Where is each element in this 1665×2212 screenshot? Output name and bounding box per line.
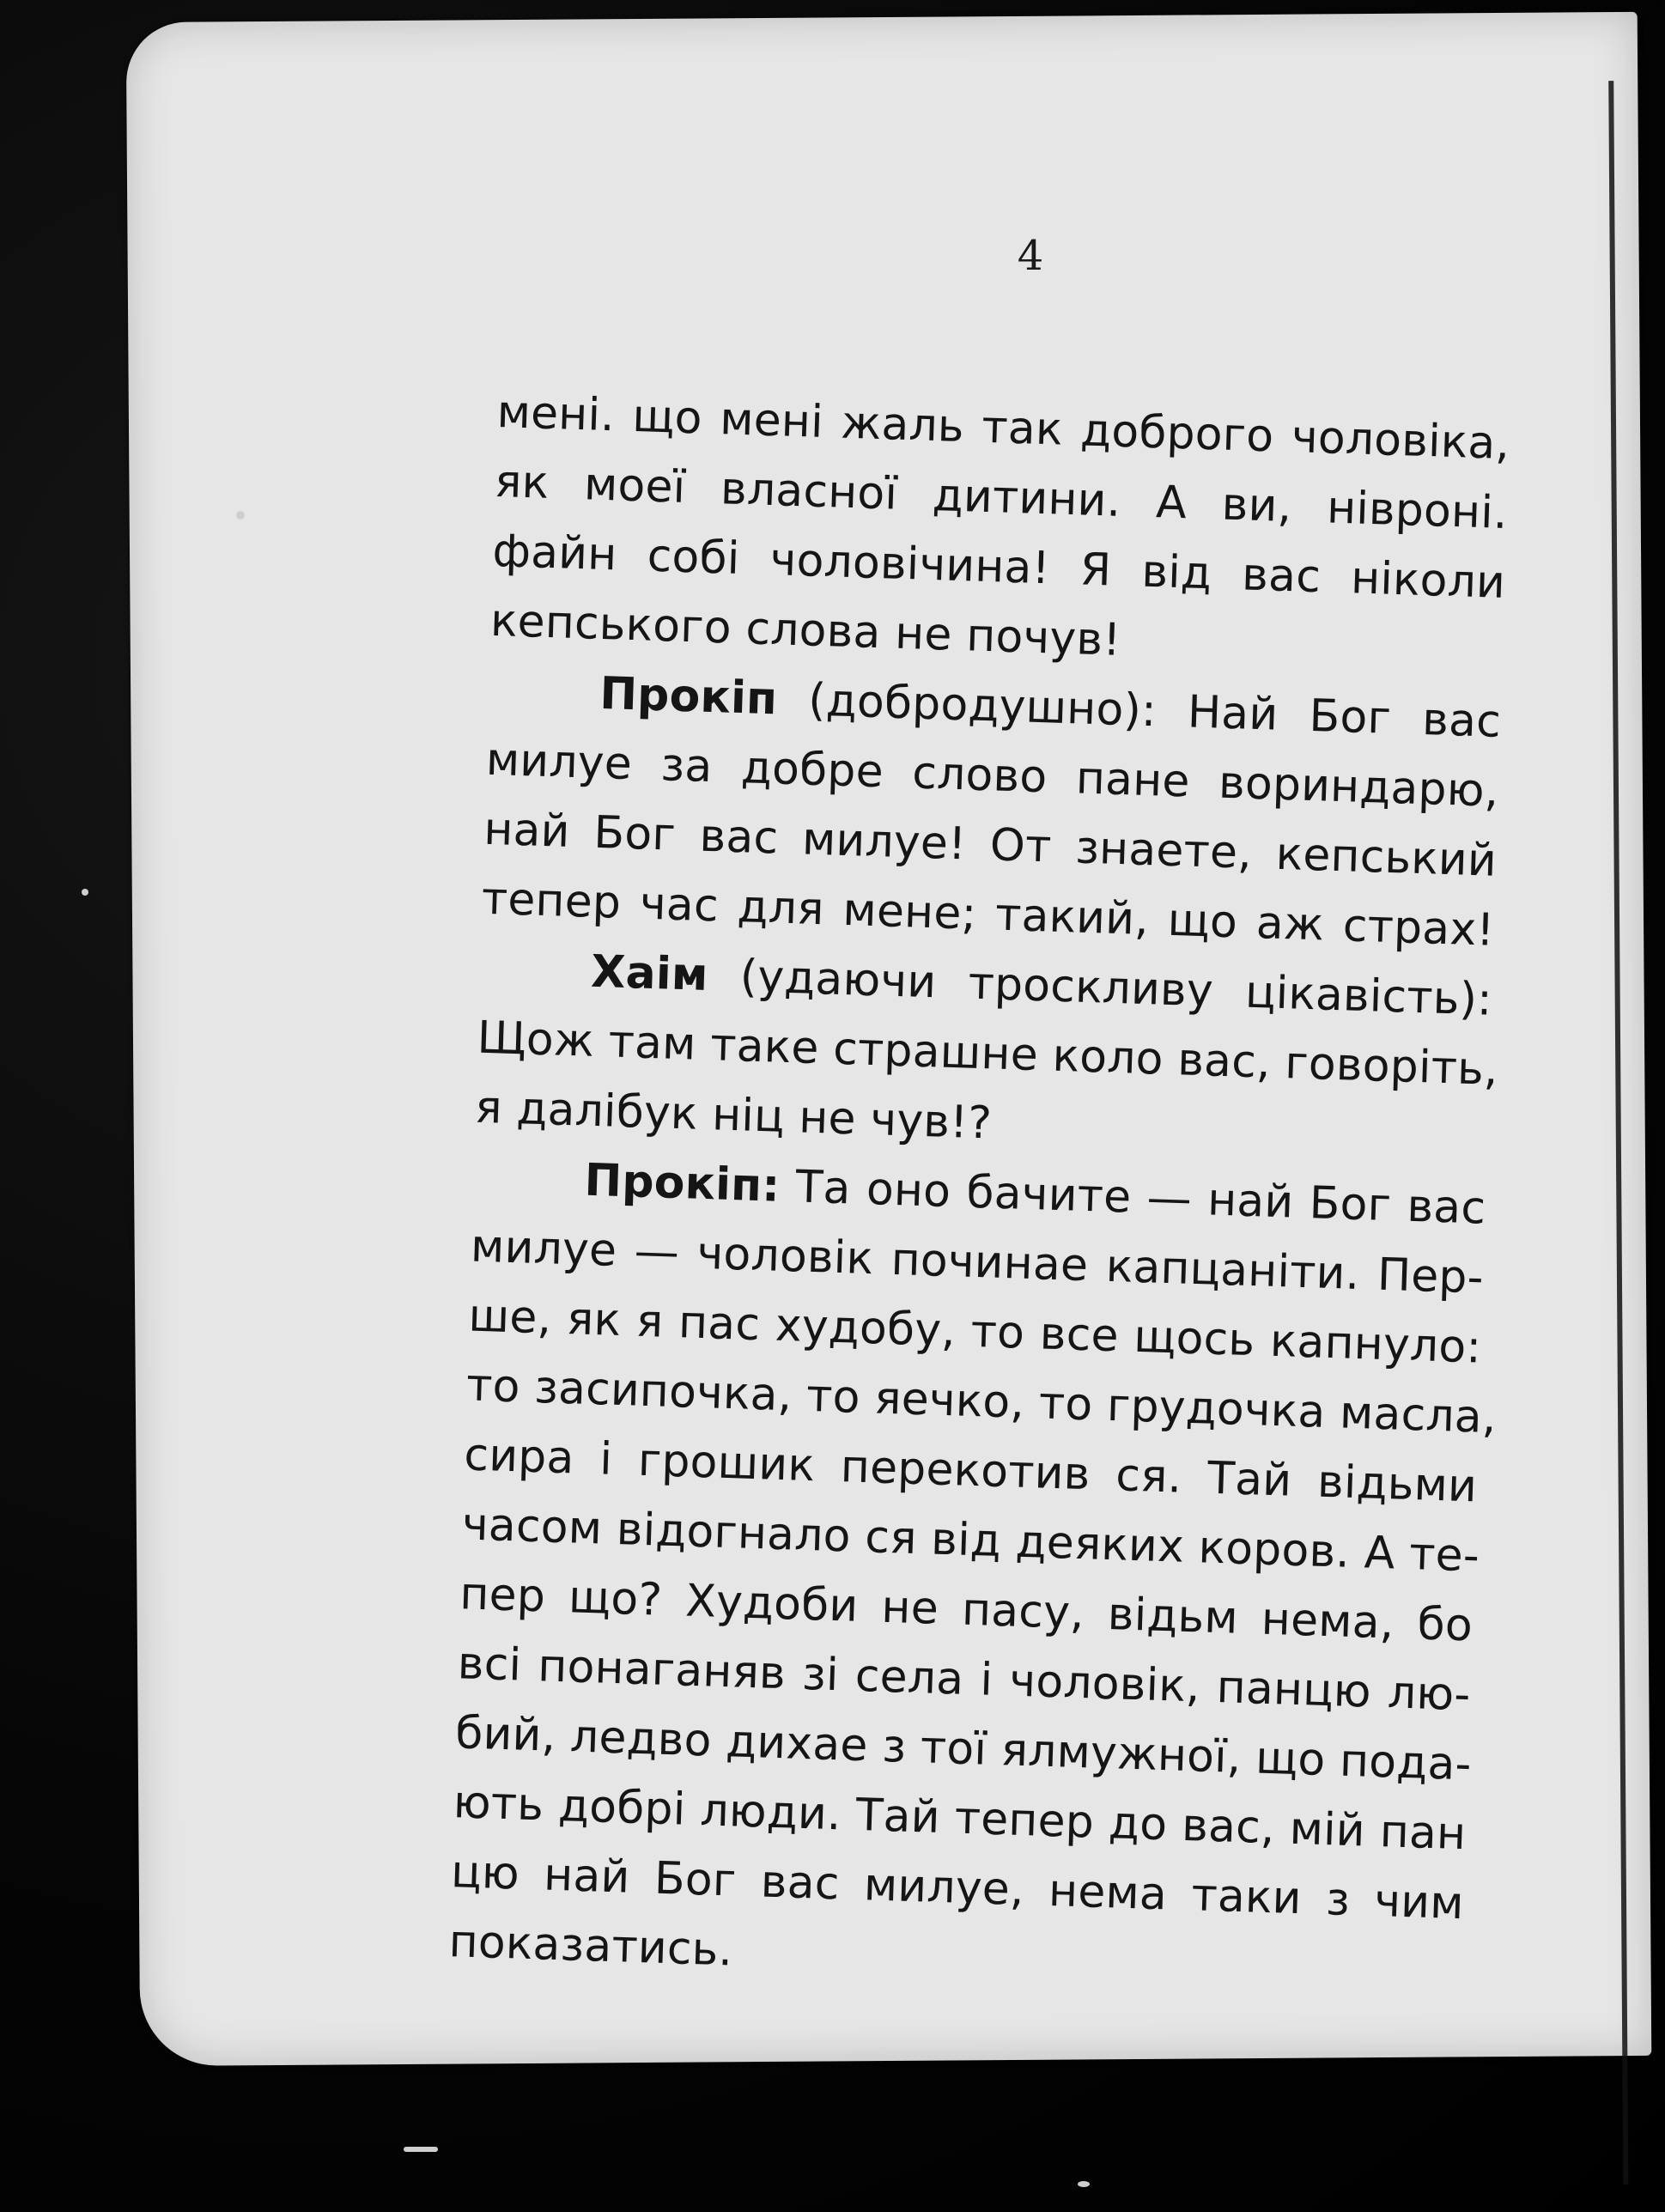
text-line: Прокіп: Та оно бачите — най Бог вас <box>583 1154 1487 1235</box>
text-line: бий, ледво дихае з тої ялмужної, що пода- <box>454 1707 1473 1791</box>
speaker-name: Прокіп: <box>583 1154 781 1212</box>
dust-speck <box>236 511 245 520</box>
text-line: часом відогнало ся від деяких коров. А те- <box>461 1498 1480 1583</box>
text-line: цю най Бог вас милуе, нема таки з чим <box>450 1846 1465 1930</box>
text-line: я далібук ніц не чув!? <box>474 1081 993 1150</box>
text-line: мені. що мені жаль так доброго чоловіка, <box>495 386 1511 471</box>
text-line: най Бог вас милуе! От знаете, кепський <box>483 803 1498 887</box>
text-line: пер що? Худоби не пасу, відьм нема, бо <box>459 1568 1474 1652</box>
text-line: файн собі чоловічина! Я від вас ніколи <box>491 525 1507 609</box>
dust-speck <box>82 889 88 896</box>
text-line: ють добрі люди. Тай тепер до вас, мій пан <box>452 1777 1468 1861</box>
text-line: милуе за добре слово пане вориндарю, <box>485 733 1500 817</box>
text-line: як моеї власної дитини. А ви, нівроні. <box>494 455 1509 539</box>
text-line: то засипочка, то яечко, то грудочка масла, <box>465 1359 1498 1444</box>
speaker-name: Прокіп <box>599 667 779 726</box>
dust-speck <box>1078 2181 1090 2187</box>
page-text <box>447 378 1510 2008</box>
dust-speck <box>404 2147 438 2152</box>
text-line: кепського слова не почув! <box>489 594 1122 666</box>
text-line: показатись. <box>447 1916 734 1977</box>
text-line: Щож там таке страшне коло вас, говоріть, <box>476 1012 1499 1096</box>
text-line: сира і грошик перекотив ся. Тай відьми <box>463 1429 1478 1513</box>
text-line: всі понаганяв зі села і чоловік, панцю лю- <box>457 1638 1472 1722</box>
text-line: Прокіп (добродушно): Най Бог вас <box>599 667 1502 748</box>
text-line: Хаім (удаючи троскливу цікавість): <box>590 945 1493 1026</box>
text-line: тепер час для мене; такий, що аж страх! <box>480 872 1496 957</box>
speaker-name: Хаім <box>590 945 709 1002</box>
page-number: 4 <box>1017 232 1044 280</box>
text-line: ше, як я пас худобу, то все щось капнуло: <box>467 1290 1483 1374</box>
page-edge <box>1608 81 1628 2185</box>
text-line: милуе — чоловік починае капцаніти. Пер- <box>470 1220 1485 1304</box>
